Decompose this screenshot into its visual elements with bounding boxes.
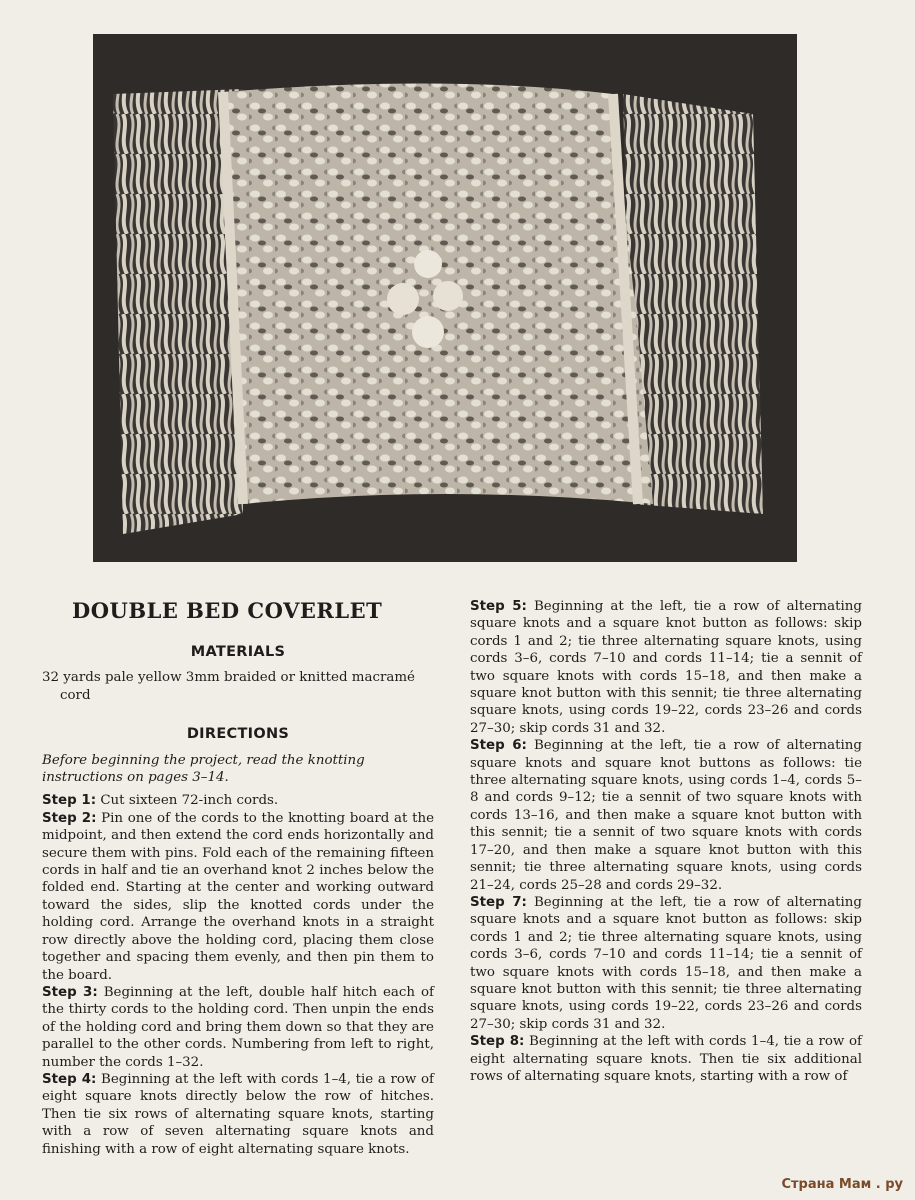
step-label: Step 4: <box>42 1071 97 1087</box>
site-watermark: Страна Мам . ру <box>781 1177 903 1192</box>
step-7 <box>470 894 862 1033</box>
step-1 <box>42 792 434 809</box>
step-4 <box>42 1071 434 1158</box>
step-label: Step 6: <box>470 738 527 754</box>
materials-heading: MATERIALS <box>190 644 286 660</box>
left-column <box>42 598 434 1158</box>
step-label: Step 2: <box>42 810 97 826</box>
step-2 <box>42 810 434 984</box>
step-5 <box>470 598 862 737</box>
step-text: Beginning at the left with cords 1–4, tie a row of eight alternating square knots. Then tie six additional rows of alternating square knots, starting with a row of <box>470 1034 862 1084</box>
step-text: Pin one of the cords to the knotting board at the midpoint, and then extend the cord ends horizontally and secure them with pins. Fold each of the remaining fifteen cords in half and tie an overhand knot 2 inches below the folded end. Starting at the center and working outward toward the sides, slip the knotted cords under the holding cord. Arrange the overhand knots in a straight row directly above the holding cord, placing them close together and spacing them evenly, and then pin them to the board. <box>42 810 434 983</box>
page-title: DOUBLE BED COVERLET <box>72 598 383 623</box>
step-text: Beginning at the left, tie a row of alternating square knots and a square knot button as follows: skip cords 1 and 2; tie three alternating square knots, using cords 3–6, cords 7–10 and cords 11–14; tie a sennit of two square knots with cords 15–18, and then make a square knot button with this sennit; tie three alternating square knots, using cords 19–22, cords 23–26 and cords 27–30; skip cords 31 and 32. <box>470 894 863 1032</box>
macrame-photo-illustration <box>93 34 797 562</box>
macrame-coverlet-photo <box>93 34 797 562</box>
right-column <box>470 598 862 1085</box>
step-text: Beginning at the left with cords 1–4, tie a row of eight square knots directly below the row of hitches. Then tie six rows of alternating square knots, starting with a row of seven alternating square knots and finishing with a row of eight alternating square knots. <box>42 1071 434 1157</box>
step-label: Step 5: <box>470 599 527 614</box>
directions-heading: DIRECTIONS <box>186 726 290 743</box>
step-6 <box>470 737 862 894</box>
step-text: Beginning at the left, double half hitch each of the thirty cords to the holding cord. Then unpin the ends of the holding cord and bring them down so that they are parallel to the other cords. Numbering from left to right, number the cords 1–32. <box>42 984 435 1070</box>
step-text: Cut sixteen 72-inch cords. <box>100 793 279 809</box>
step-label: Step 7: <box>470 894 527 910</box>
step-label: Step 8: <box>470 1034 525 1050</box>
directions-intro: Before beginning the project, read the knotting instructions on pages 3–14. <box>42 752 365 786</box>
step-3 <box>42 984 434 1071</box>
materials-text: 32 yards pale yellow 3mm braided or knitted macramé cord <box>42 670 415 703</box>
step-text: Beginning at the left, tie a row of alternating square knots and a square knot button as follows: skip cords 1 and 2; tie three alternating square knots, using cords 3–6, cords 7–10 and cords 11–14; tie a sennit of two square knots with cords 15–18, and then make a square knot button with this sennit; tie three alternating square knots, using cords 19–22, cords 23–26 and cords 27–30; skip cords 31 and 32. <box>470 599 863 736</box>
step-label: Step 3: <box>42 984 98 1000</box>
step-label: Step 1: <box>42 793 97 809</box>
step-text: Beginning at the left, tie a row of alternating square knots and square knot buttons as follows: tie three alternating square knots, using cords 1–4, cords 5–8 and cords 9–12; tie a sennit of two square knots with cords 13–16, and then make a square knot button with this sennit; tie a sennit of two square knots with cords 17–20, and then make a square knot button with this sennit; tie three alternating square knots, using cords 21–24, cords 25–28 and cords 29–32. <box>470 738 863 893</box>
step-8 <box>470 1033 862 1085</box>
